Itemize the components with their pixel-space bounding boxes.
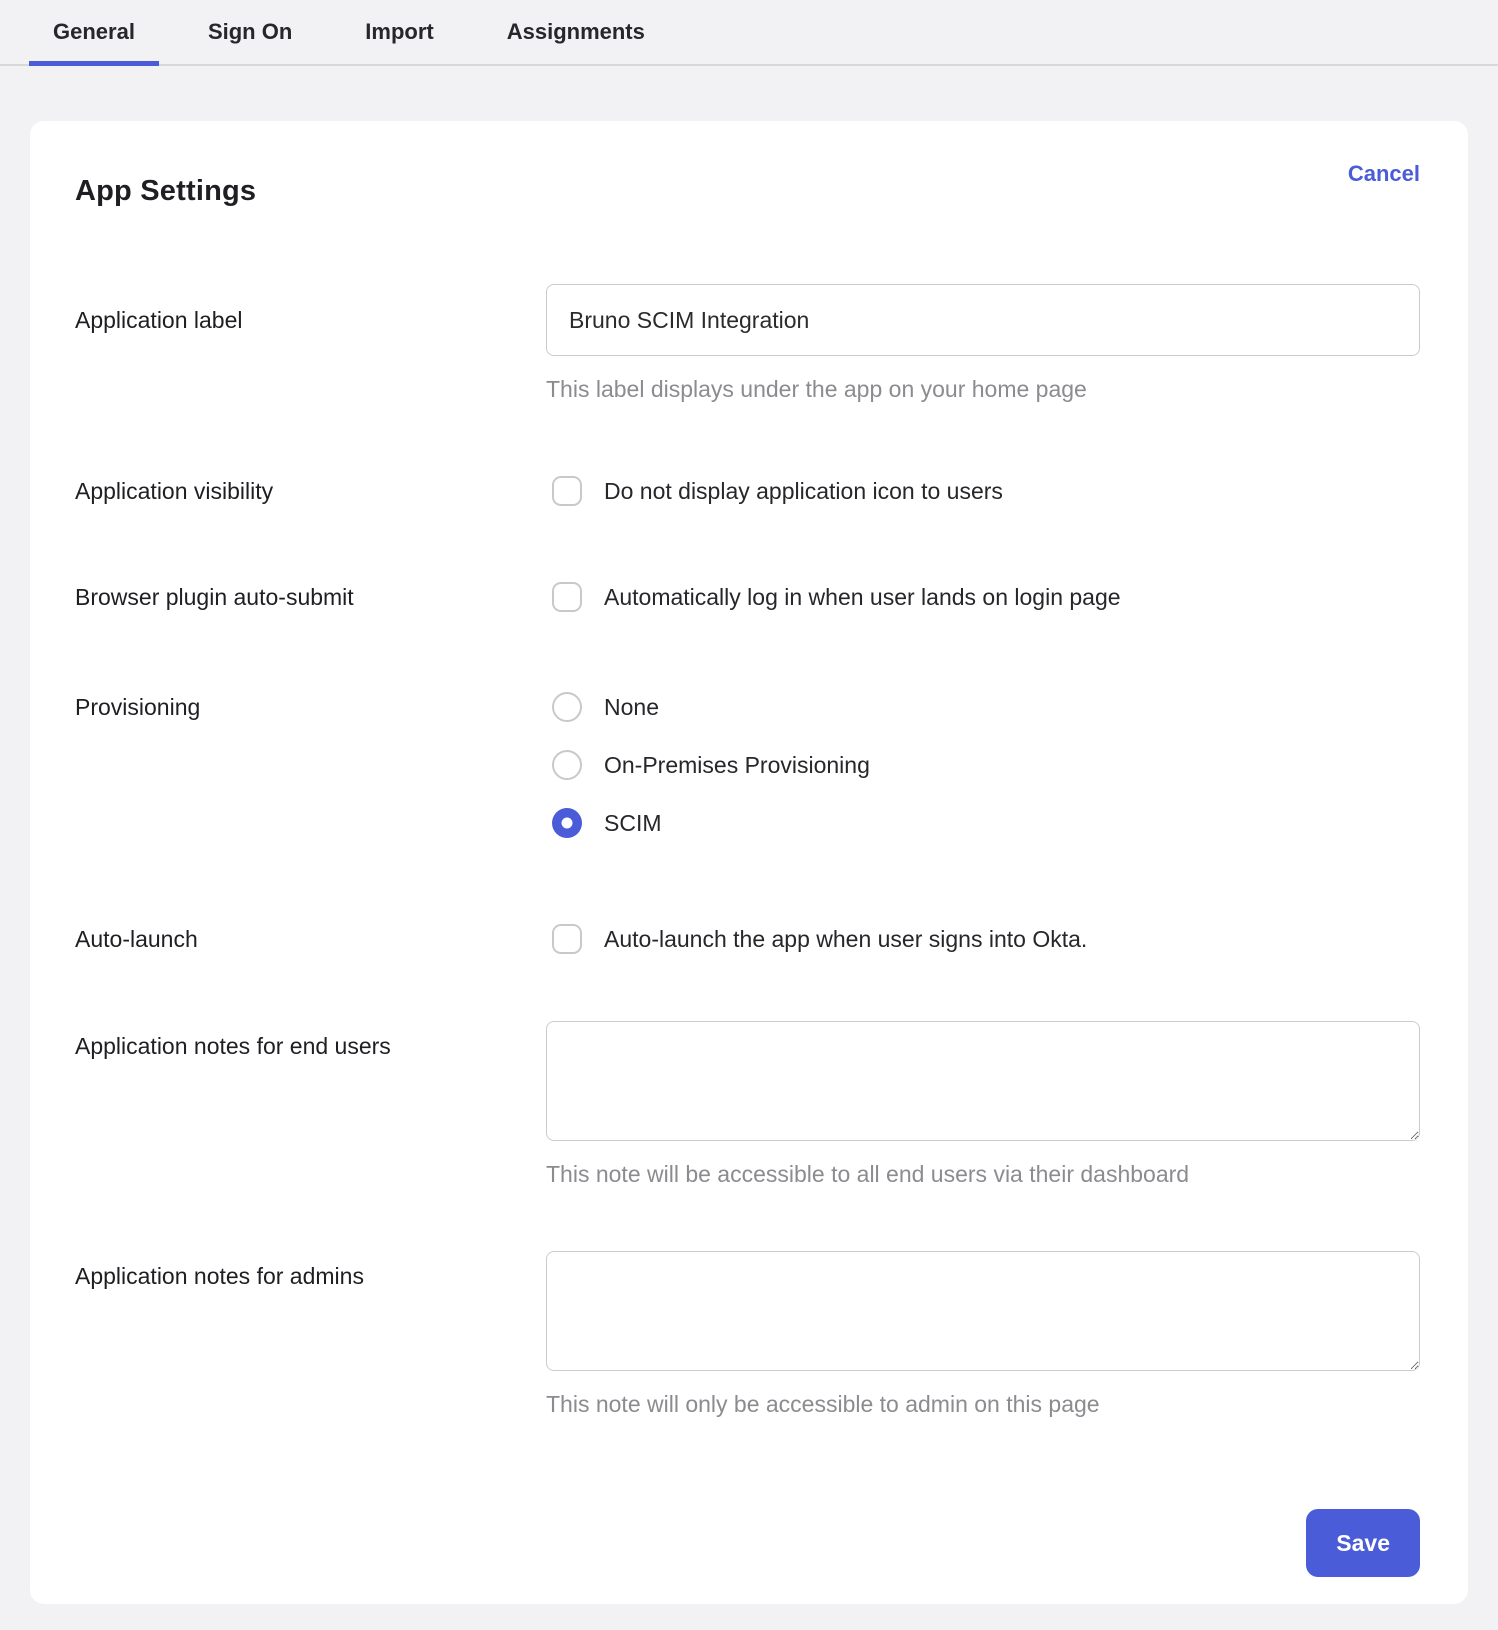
provisioning-radio-scim[interactable] (552, 808, 582, 838)
tab-general[interactable]: General (29, 0, 159, 64)
browser-plugin-checkbox-label[interactable]: Automatically log in when user lands on login page (604, 583, 1121, 610)
notes-end-users-textarea[interactable] (546, 1021, 1420, 1141)
tab-sign-on[interactable]: Sign On (207, 19, 293, 44)
application-visibility-control (546, 476, 1420, 506)
notes-end-users-help: This note will be accessible to all end users via their dashboard (546, 1161, 1190, 1187)
browser-plugin-checkbox[interactable] (552, 582, 582, 612)
application-visibility-checkbox[interactable] (552, 476, 582, 506)
provisioning-radio-on-premises-label: On-Premises Provisioning (604, 751, 870, 778)
page-title: App Settings (75, 175, 257, 207)
provisioning-radio-none-label: None (604, 693, 659, 720)
notes-end-users-control (546, 1021, 1420, 1141)
notes-admins-textarea[interactable] (546, 1251, 1420, 1371)
notes-admins-label: Application notes for admins (75, 1263, 364, 1289)
field-provisioning (75, 692, 1420, 838)
field-auto-launch (75, 924, 1420, 954)
notes-end-users-label: Application notes for end users (75, 1033, 391, 1059)
provisioning-label: Provisioning (75, 694, 201, 720)
provisioning-option-on-premises[interactable] (546, 750, 1420, 780)
application-label-control (546, 284, 1420, 356)
application-label-label: Application label (75, 307, 243, 333)
field-notes-end-users (75, 1021, 1420, 1188)
provisioning-option-scim[interactable] (546, 808, 1420, 838)
notes-admins-help: This note will only be accessible to admin on this page (546, 1391, 1100, 1417)
auto-launch-checkbox-label[interactable]: Auto-launch the app when user signs into Okta. (604, 925, 1088, 952)
tab-import[interactable]: Import (365, 19, 434, 44)
application-label-input[interactable] (546, 284, 1420, 356)
save-button[interactable]: Save (1306, 1509, 1420, 1577)
auto-launch-checkbox[interactable] (552, 924, 582, 954)
notes-admins-control (546, 1251, 1420, 1371)
card-header (75, 161, 1420, 208)
browser-plugin-control (546, 582, 1420, 612)
provisioning-radio-on-premises[interactable] (552, 750, 582, 780)
application-label-help: This label displays under the app on your home page (546, 376, 1087, 402)
field-notes-admins (75, 1251, 1420, 1418)
auto-launch-label: Auto-launch (75, 926, 198, 952)
field-application-visibility (75, 476, 1420, 506)
app-settings-card (30, 121, 1468, 1604)
provisioning-radio-group (546, 692, 1420, 838)
app-settings-form (75, 284, 1420, 1577)
field-application-label (75, 284, 1420, 403)
form-actions (75, 1509, 1420, 1577)
application-visibility-checkbox-label[interactable]: Do not display application icon to users (604, 477, 1003, 504)
cancel-link[interactable]: Cancel (1347, 161, 1420, 186)
provisioning-radio-scim-label: SCIM (604, 809, 662, 836)
browser-plugin-label: Browser plugin auto-submit (75, 584, 354, 610)
provisioning-radio-none[interactable] (552, 692, 582, 722)
field-browser-plugin (75, 582, 1420, 612)
auto-launch-control (546, 924, 1420, 954)
application-visibility-label: Application visibility (75, 478, 274, 504)
tab-assignments[interactable]: Assignments (506, 19, 645, 44)
app-tab-bar (0, 0, 1498, 66)
provisioning-option-none[interactable] (546, 692, 1420, 722)
